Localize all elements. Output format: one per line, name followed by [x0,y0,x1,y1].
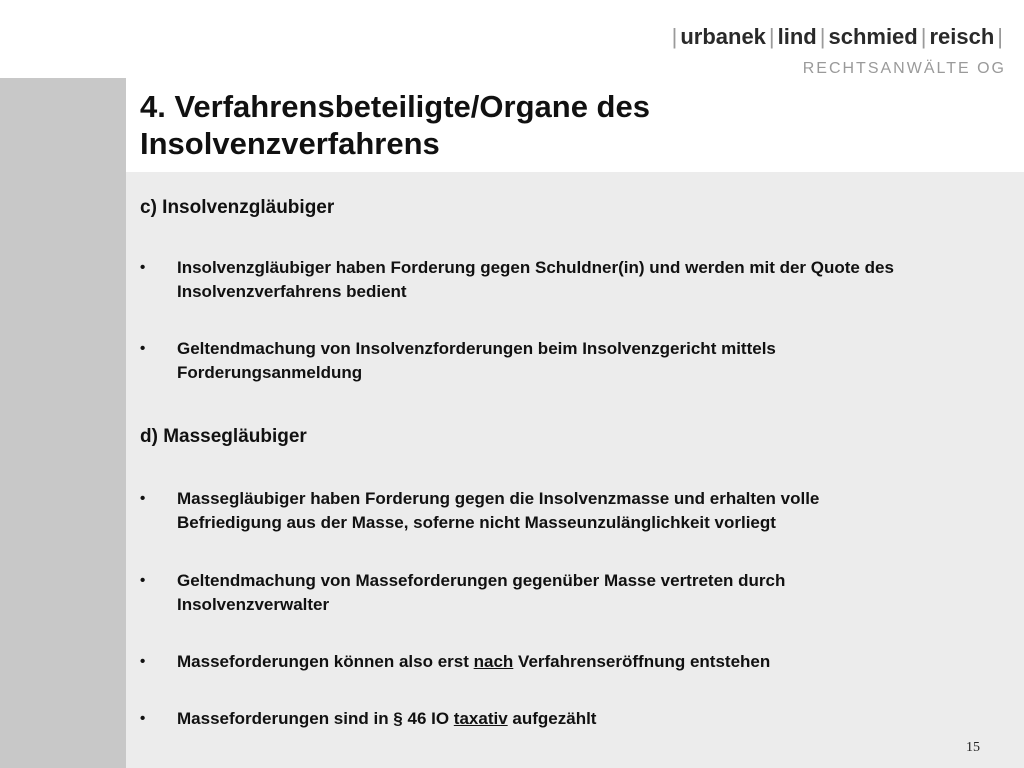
firm-logo [669,24,1006,78]
section-heading-masseglaeubiger: d) Massegläubiger [140,426,307,447]
list-item [140,707,1020,731]
bullet-text-line: Insolvenzgläubiger haben Forderung gegen Schuldner(in) und werden mit der Quote des [177,258,894,277]
left-sidebar-bar [0,78,126,768]
underlined-word: nach [473,652,514,671]
bullet-icon: • [140,340,146,357]
logo-name-reisch: reisch [929,24,995,49]
bullet-text [177,337,1020,385]
bullet-text-part: Verfahrenseröffnung entstehen [513,652,771,671]
bullet-text [177,707,1020,731]
bullet-icon: • [140,259,146,276]
slide-title [140,88,780,162]
bullet-text-line: Forderungsanmeldung [177,363,363,382]
slide-title-line-1: 4. Verfahrensbeteiligte/Organe des [140,89,650,124]
bullet-text-part: Masseforderungen können also erst [177,652,474,671]
logo-subtitle: RECHTSANWÄLTE OG [802,60,1006,77]
list-item [140,337,1020,385]
logo-separator: | [997,24,1003,49]
bullet-text-line: Befriedigung aus der Masse, soferne nicht Masseunzulänglichkeit vorliegt [177,513,776,532]
bullet-icon: • [140,653,146,670]
bullet-text-line: Geltendmachung von Insolvenzforderungen beim Insolvenzgericht mittels [177,339,776,358]
bullet-text-part: Masseforderungen sind in § 46 IO [177,709,454,728]
bullet-text [177,256,1020,304]
list-item [140,650,1020,674]
logo-name-lind: lind [777,24,817,49]
bullet-text-line: Insolvenzverwalter [177,595,330,614]
bullet-text [177,569,1020,617]
logo-separator: | [819,24,826,49]
bullet-icon: • [140,710,146,727]
bullet-text [177,650,1020,674]
bullet-icon: • [140,572,146,589]
bullet-text [177,487,1020,535]
page-number: 15 [966,740,980,755]
list-item [140,569,1020,617]
logo-separator: | [768,24,775,49]
bullet-text-line: Massegläubiger haben Forderung gegen die Insolvenzmasse und erhalten volle [177,489,820,508]
bullet-text-line: Insolvenzverfahrens bedient [177,282,407,301]
logo-name-urbanek: urbanek [680,24,766,49]
bullet-text-part: aufgezählt [507,709,597,728]
logo-separator: | [671,24,678,49]
list-item [140,487,1020,535]
underlined-word: taxativ [453,709,508,728]
bullet-icon: • [140,490,146,507]
logo-names [669,24,1006,50]
logo-name-schmied: schmied [828,24,918,49]
bullet-text-line: Geltendmachung von Masseforderungen gegenüber Masse vertreten durch [177,571,786,590]
section-heading-insolvenzglaeubiger: c) Insolvenzgläubiger [140,197,335,218]
logo-separator: | [920,24,927,49]
slide-title-line-2: Insolvenzverfahrens [140,126,440,161]
list-item [140,256,1020,304]
